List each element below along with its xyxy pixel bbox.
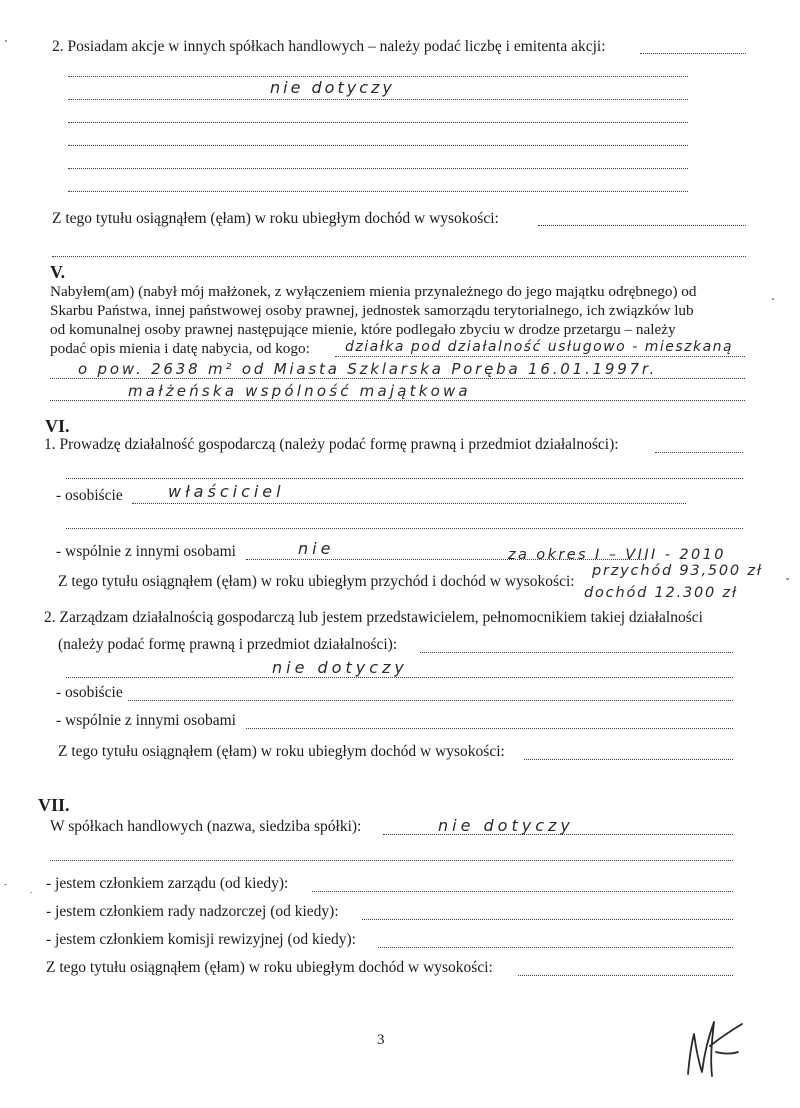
scan-speck	[786, 578, 789, 580]
fill-line	[68, 99, 688, 100]
shares-handwritten-answer: nie dotyczy	[270, 78, 395, 97]
fill-line	[68, 145, 688, 146]
business-profit-answer: dochód 12.300 zł	[584, 585, 738, 601]
business-question-label: 1. Prowadzę działalność gospodarczą (należy podać formę prawną i przedmiot działalności):	[44, 436, 619, 453]
fill-line	[128, 700, 733, 701]
fill-line	[66, 677, 733, 678]
fill-line	[524, 759, 733, 760]
section-v-line-4: podać opis mienia i datę nabycia, od kogo:	[50, 340, 310, 357]
companies-income-label: Z tego tytułu osiągnąłem (ęłam) w roku ubiegłym dochód w wysokości:	[46, 959, 493, 976]
supervisory-board-label: - jestem członkiem rady nadzorczej (od kiedy):	[46, 903, 339, 920]
fill-line	[68, 191, 688, 192]
fill-line	[538, 225, 746, 226]
section-vi-heading: VI.	[45, 416, 70, 436]
fill-line	[420, 652, 733, 653]
fill-line	[312, 891, 733, 892]
fill-line	[50, 400, 745, 401]
management-handwritten-answer: nie dotyczy	[272, 658, 408, 677]
fill-line	[66, 528, 743, 529]
fill-line	[132, 503, 686, 504]
fill-line	[655, 452, 743, 453]
fill-line	[246, 728, 733, 729]
board-member-label: - jestem członkiem zarządu (od kiedy):	[46, 875, 289, 892]
management-personally-label: - osobiście	[56, 684, 123, 701]
fill-line	[50, 860, 733, 861]
section-vii-heading: VII.	[38, 795, 70, 815]
scan-speck	[4, 884, 7, 885]
business-jointly-label: - wspólnie z innymi osobami	[56, 543, 236, 560]
fill-line	[68, 122, 688, 123]
fill-line	[335, 356, 745, 357]
companies-label: W spółkach handlowych (nazwa, siedziba spółki):	[50, 818, 362, 835]
signature-initials	[680, 1012, 750, 1084]
page-number: 3	[377, 1032, 385, 1048]
business-personally-label: - osobiście	[56, 487, 123, 504]
business-jointly-answer: nie	[298, 539, 335, 558]
fill-line	[50, 378, 745, 379]
companies-handwritten-answer: nie dotyczy	[438, 816, 574, 835]
fill-line	[362, 919, 733, 920]
property-handwritten-line-3: małżeńska wspólność majątkowa	[128, 382, 471, 400]
property-handwritten-line-2: o pow. 2638 m² od Miasta Szklarska Poręba 16.01.1997r.	[78, 360, 658, 378]
management-question-line-2: (należy podać formę prawną i przedmiot działalności):	[58, 636, 398, 653]
fill-line	[68, 168, 688, 169]
management-income-label: Z tego tytułu osiągnąłem (ęłam) w roku ubiegłym dochód w wysokości:	[58, 743, 505, 760]
section-v-line-2: Skarbu Państwa, innej państwowej osoby prawnej, jednostek samorządu terytorialnego, ich związków lub	[50, 302, 694, 319]
management-jointly-label: - wspólnie z innymi osobami	[56, 712, 236, 729]
shares-income-label: Z tego tytułu osiągnąłem (ęłam) w roku ubiegłym dochód w wysokości:	[52, 210, 499, 227]
section-v-line-1: Nabyłem(am) (nabył mój małżonek, z wyłączeniem mienia przynależnego do jego majątku odrębnego) od	[50, 283, 697, 300]
management-question-line-1: 2. Zarządzam działalnością gospodarczą lub jestem przedstawicielem, pełnomocnikiem takiej działalności	[44, 609, 703, 626]
business-revenue-answer: przychód 93,500 zł	[592, 563, 763, 579]
business-personally-answer: właściciel	[168, 482, 285, 501]
fill-line	[378, 947, 733, 948]
property-handwritten-line-1: działka pod działalność usługowo - mieszkaną	[345, 339, 734, 355]
scan-speck	[30, 892, 32, 893]
fill-line	[68, 76, 688, 77]
scan-speck	[5, 40, 7, 42]
business-period-answer: za okres I – VIII - 2010	[508, 547, 726, 563]
fill-line	[52, 256, 746, 257]
shares-question-label: 2. Posiadam akcje w innych spółkach handlowych – należy podać liczbę i emitenta akcji:	[52, 38, 606, 55]
audit-committee-label: - jestem członkiem komisji rewizyjnej (od kiedy):	[46, 931, 356, 948]
scan-speck	[772, 298, 774, 300]
section-v-line-3: od komunalnej osoby prawnej następujące mienie, które podlegało zbyciu w drodze przetargu – należy	[50, 321, 676, 338]
fill-line	[518, 975, 733, 976]
fill-line	[640, 53, 746, 54]
business-income-label: Z tego tytułu osiągnąłem (ęłam) w roku ubiegłym przychód i dochód w wysokości:	[58, 573, 575, 590]
section-v-heading: V.	[50, 262, 66, 282]
fill-line	[66, 478, 743, 479]
